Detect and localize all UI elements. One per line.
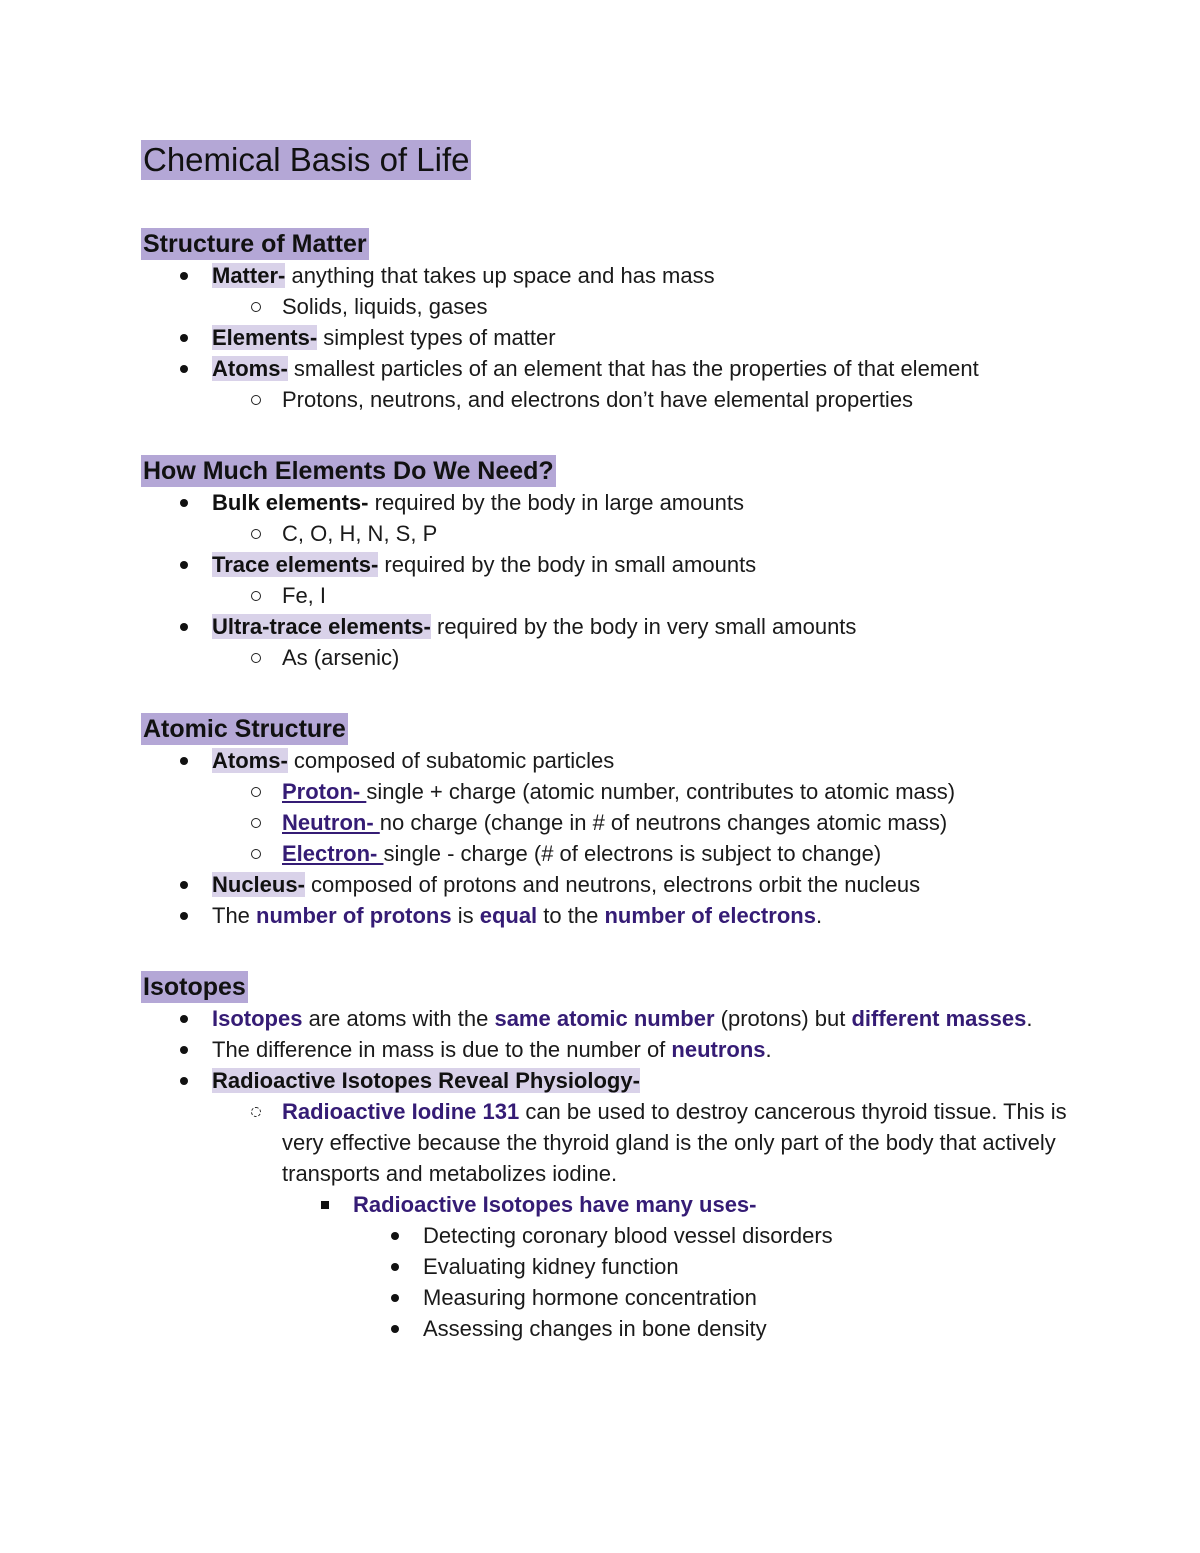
text-run: (protons) but [714, 1006, 852, 1031]
term: Nucleus- [212, 872, 305, 897]
list-subitem [141, 642, 1081, 673]
emphasis: equal [479, 903, 538, 928]
list-item [141, 1034, 1081, 1065]
subitem-text: As (arsenic) [282, 645, 400, 670]
text-run: are atoms with the [302, 1006, 495, 1031]
section-heading: Atomic Structure [143, 715, 346, 743]
list-item [141, 745, 1081, 776]
definition: composed of subatomic particles [287, 748, 615, 773]
definition: required by the body in very small amounts [430, 614, 857, 639]
list-item [141, 1065, 1081, 1096]
list-subitem [141, 518, 1081, 549]
list-subitem [141, 384, 1081, 415]
term: Atoms- [212, 356, 288, 381]
term: Ultra-trace elements- [212, 614, 431, 639]
list-item [141, 900, 1081, 931]
term: Radioactive Isotopes Reveal Physiology- [212, 1068, 640, 1093]
emphasis: different masses [851, 1006, 1027, 1031]
bullet-list [141, 745, 1081, 931]
use-text: Measuring hormone concentration [423, 1285, 757, 1310]
term: Proton- [282, 779, 367, 804]
page-title: Chemical Basis of Life [143, 141, 470, 178]
bullet-list [141, 487, 1081, 673]
list-subitem [141, 580, 1081, 611]
emphasis: Isotopes [212, 1006, 303, 1031]
text-run: to the [537, 903, 605, 928]
list-item [141, 1003, 1081, 1034]
term: Elements- [212, 325, 318, 350]
list-subitem [141, 1096, 1081, 1189]
section-isotopes [141, 971, 1081, 1344]
section-atomic-structure [141, 713, 1081, 931]
list-item [141, 549, 1081, 580]
emphasis: same atomic number [494, 1006, 715, 1031]
list-item-use [141, 1282, 1081, 1313]
definition: simplest types of matter [317, 325, 556, 350]
list-item [141, 353, 1081, 384]
list-subitem [141, 807, 1081, 838]
definition: single + charge (atomic number, contributes to atomic mass) [366, 779, 956, 804]
term: Bulk elements- [212, 490, 369, 515]
section-heading: How Much Elements Do We Need? [143, 457, 554, 485]
bullet-list [141, 1003, 1081, 1344]
section-heading: Structure of Matter [143, 230, 367, 258]
list-item [141, 869, 1081, 900]
list-subitem [141, 291, 1081, 322]
term: Electron- [282, 841, 384, 866]
list-item [141, 487, 1081, 518]
subitem-text: C, O, H, N, S, P [282, 521, 438, 546]
use-text: Detecting coronary blood vessel disorders [423, 1223, 833, 1248]
definition: no charge (change in # of neutrons changes atomic mass) [379, 810, 948, 835]
list-subitem [141, 838, 1081, 869]
text-run: . [1026, 1006, 1033, 1031]
term: Trace elements- [212, 552, 379, 577]
definition: smallest particles of an element that has the properties of that element [287, 356, 979, 381]
list-item [141, 322, 1081, 353]
term: Radioactive Isotopes have many uses- [353, 1192, 757, 1217]
list-item-use [141, 1313, 1081, 1344]
subitem-text: Protons, neutrons, and electrons don’t have elemental properties [282, 387, 914, 412]
document-page [141, 140, 1081, 1344]
term: Atoms- [212, 748, 288, 773]
subitem-text: Solids, liquids, gases [282, 294, 488, 319]
section-heading: Isotopes [143, 973, 246, 1001]
text-run: is [451, 903, 480, 928]
definition: can be used to destroy cancerous thyroid tissue. This is very effective because the thyroid gland is the only part of the body that actively transports and metabolizes iodine. [282, 1099, 1067, 1186]
emphasis: number of electrons [604, 903, 816, 928]
bullet-list [141, 260, 1081, 415]
definition: required by the body in small amounts [378, 552, 757, 577]
text-run: . [815, 903, 823, 928]
term: Neutron- [282, 810, 380, 835]
definition: required by the body in large amounts [368, 490, 744, 515]
list-subitem [141, 776, 1081, 807]
emphasis: number of protons [256, 903, 452, 928]
list-item [141, 260, 1081, 291]
section-elements-needed [141, 455, 1081, 673]
term: Radioactive Iodine 131 [282, 1099, 520, 1124]
list-item-use [141, 1220, 1081, 1251]
text-run: . [765, 1037, 772, 1062]
text-run: The [212, 903, 257, 928]
subitem-text: Fe, I [282, 583, 327, 608]
use-text: Assessing changes in bone density [423, 1316, 767, 1341]
term: Matter- [212, 263, 286, 288]
list-item-use [141, 1251, 1081, 1282]
definition: anything that takes up space and has mass [285, 263, 715, 288]
use-text: Evaluating kidney function [423, 1254, 679, 1279]
list-subsubitem [141, 1189, 1081, 1220]
definition: composed of protons and neutrons, electrons orbit the nucleus [304, 872, 921, 897]
text-run: The difference in mass is due to the number of [212, 1037, 672, 1062]
list-item [141, 611, 1081, 642]
section-structure-of-matter [141, 228, 1081, 415]
definition: single - charge (# of electrons is subject to change) [383, 841, 882, 866]
emphasis: neutrons [671, 1037, 766, 1062]
